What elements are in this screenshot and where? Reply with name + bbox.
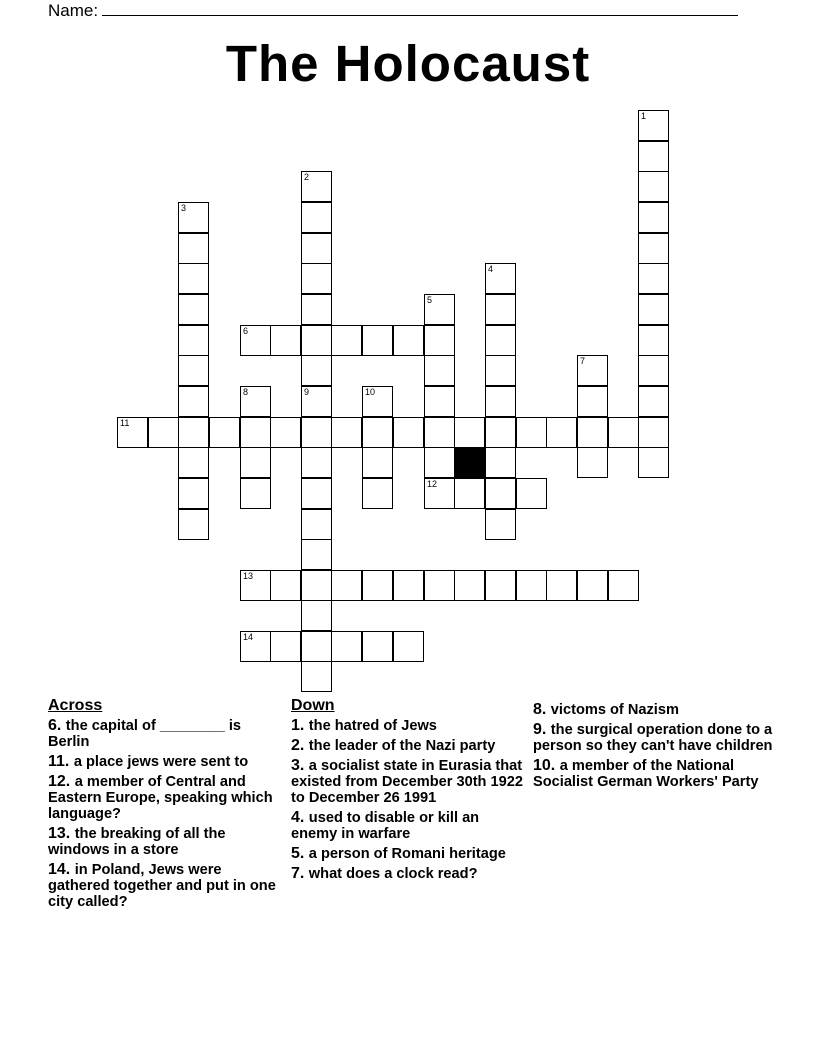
clue-number: 13 [243, 571, 254, 581]
grid-cell[interactable] [516, 417, 547, 448]
grid-cell[interactable] [301, 202, 332, 233]
grid-cell[interactable] [516, 478, 547, 509]
clue-item-number: 7. [291, 865, 309, 882]
grid-cell[interactable] [270, 325, 301, 356]
grid-cell[interactable] [608, 417, 639, 448]
grid-cell[interactable] [240, 570, 271, 601]
grid-cell[interactable] [178, 233, 209, 264]
grid-cell[interactable] [424, 325, 455, 356]
grid-cell[interactable] [485, 478, 516, 509]
grid-cell[interactable] [638, 355, 669, 386]
grid-cell[interactable] [393, 570, 424, 601]
clue-item [291, 866, 527, 882]
clue-number: 5 [427, 295, 433, 305]
grid-cell[interactable] [424, 447, 455, 478]
grid-cell[interactable] [485, 294, 516, 325]
clue-item-text: the hatred of Jews [308, 718, 437, 734]
grid-cell[interactable] [240, 631, 271, 662]
grid-cell[interactable] [240, 478, 271, 509]
clue-number: 11 [120, 418, 130, 428]
grid-cell[interactable] [485, 417, 516, 448]
grid-cell[interactable] [424, 386, 455, 417]
grid-cell[interactable] [485, 570, 516, 601]
grid-cell[interactable] [485, 386, 516, 417]
grid-cell[interactable] [331, 631, 362, 662]
clue-item-text: a person of Romani heritage [308, 846, 506, 862]
clue-number: 4 [488, 264, 494, 274]
grid-cell[interactable] [178, 263, 209, 294]
grid-cell[interactable] [577, 417, 608, 448]
clue-item [48, 862, 286, 910]
grid-cell[interactable] [270, 417, 301, 448]
grid-cell[interactable] [117, 417, 148, 448]
clue-item-number: 3. [291, 757, 309, 774]
grid-cell[interactable] [638, 294, 669, 325]
clue-item-text: in Poland, Jews were gathered together and put in one city called? [48, 862, 276, 910]
clue-item [48, 826, 286, 858]
grid-cell[interactable] [148, 417, 179, 448]
grid-cell[interactable] [424, 417, 455, 448]
black-cell [454, 447, 485, 478]
clue-item-text: the surgical operation done to a person so they can't have children [533, 722, 773, 754]
clue-item-number: 12. [48, 773, 75, 790]
grid-cell[interactable] [546, 570, 577, 601]
down-clues-continued [533, 702, 773, 794]
clue-item [533, 758, 773, 790]
clue-number: 2 [304, 172, 310, 182]
grid-cell[interactable] [362, 386, 393, 417]
grid-cell[interactable] [638, 202, 669, 233]
grid-cell[interactable] [638, 417, 669, 448]
grid-cell[interactable] [638, 233, 669, 264]
grid-cell[interactable] [178, 447, 209, 478]
grid-cell[interactable] [301, 661, 332, 692]
grid-cell[interactable] [301, 570, 332, 601]
clue-item [291, 758, 527, 806]
across-clues [48, 698, 286, 914]
clue-item [533, 702, 773, 718]
grid-cell[interactable] [485, 355, 516, 386]
grid-cell[interactable] [485, 325, 516, 356]
grid-cell[interactable] [209, 417, 240, 448]
grid-cell[interactable] [362, 447, 393, 478]
grid-cell[interactable] [424, 355, 455, 386]
grid-cell[interactable] [362, 570, 393, 601]
clue-item-number: 9. [533, 721, 551, 738]
grid-cell[interactable] [301, 386, 332, 417]
clue-item-text: the breaking of all the windows in a store [48, 826, 226, 858]
grid-cell[interactable] [577, 355, 608, 386]
clue-item-number: 4. [291, 809, 309, 826]
grid-cell[interactable] [638, 447, 669, 478]
grid-cell[interactable] [240, 325, 271, 356]
grid-cell[interactable] [178, 294, 209, 325]
clue-item-text: a member of the National Socialist German Workers' Party [533, 758, 759, 790]
clue-item-number: 6. [48, 717, 66, 734]
clue-item [291, 846, 527, 862]
clue-number: 3 [181, 203, 187, 213]
grid-cell[interactable] [178, 325, 209, 356]
grid-cell[interactable] [178, 509, 209, 540]
clue-item [291, 718, 527, 734]
grid-cell[interactable] [362, 478, 393, 509]
clue-item-text: the capital of ________ is Berlin [48, 718, 242, 750]
grid-cell[interactable] [301, 171, 332, 202]
clue-item-number: 5. [291, 845, 309, 862]
grid-cell[interactable] [301, 539, 332, 570]
grid-cell[interactable] [301, 509, 332, 540]
clue-item-number: 13. [48, 825, 75, 842]
grid-cell[interactable] [240, 386, 271, 417]
name-label: Name: [48, 1, 99, 20]
clue-item [48, 718, 286, 750]
grid-cell[interactable] [485, 509, 516, 540]
grid-cell[interactable] [331, 325, 362, 356]
clue-number: 8 [243, 387, 249, 397]
clue-item-text: what does a clock read? [308, 866, 478, 882]
grid-cell[interactable] [270, 631, 301, 662]
grid-cell[interactable] [362, 417, 393, 448]
across-heading: Across [48, 697, 103, 714]
grid-cell[interactable] [301, 294, 332, 325]
clue-number: 12 [427, 479, 438, 489]
grid-cell[interactable] [240, 447, 271, 478]
grid-cell[interactable] [638, 171, 669, 202]
clue-number: 7 [580, 356, 586, 366]
grid-cell[interactable] [362, 631, 393, 662]
grid-cell[interactable] [577, 447, 608, 478]
grid-cell[interactable] [301, 325, 332, 356]
clue-number: 14 [243, 632, 254, 642]
clue-item-text: a member of Central and Eastern Europe, speaking which language? [48, 774, 273, 822]
grid-cell[interactable] [485, 263, 516, 294]
grid-cell[interactable] [608, 570, 639, 601]
grid-cell[interactable] [178, 386, 209, 417]
clue-item-text: a place jews were sent to [73, 754, 249, 770]
clue-item [533, 722, 773, 754]
clue-item-number: 11. [48, 753, 74, 770]
clue-item-number: 2. [291, 737, 309, 754]
clue-number: 9 [304, 387, 310, 397]
grid-cell[interactable] [424, 294, 455, 325]
grid-cell[interactable] [424, 478, 455, 509]
clue-item [48, 754, 286, 770]
grid-cell[interactable] [638, 386, 669, 417]
grid-cell[interactable] [301, 447, 332, 478]
grid-cell[interactable] [362, 325, 393, 356]
grid-cell[interactable] [454, 478, 485, 509]
clue-item [291, 810, 527, 842]
grid-cell[interactable] [178, 417, 209, 448]
clue-item-number: 10. [533, 757, 560, 774]
grid-cell[interactable] [454, 417, 485, 448]
grid-cell[interactable] [301, 263, 332, 294]
clue-item-text: victoms of Nazism [550, 702, 679, 718]
grid-cell[interactable] [178, 478, 209, 509]
grid-cell[interactable] [638, 110, 669, 141]
down-clues [291, 698, 527, 886]
grid-cell[interactable] [638, 141, 669, 172]
grid-cell[interactable] [454, 570, 485, 601]
grid-cell[interactable] [270, 570, 301, 601]
clue-item-number: 14. [48, 861, 75, 878]
grid-cell[interactable] [577, 570, 608, 601]
clue-number: 6 [243, 326, 249, 336]
grid-cell[interactable] [424, 570, 455, 601]
grid-cell[interactable] [577, 386, 608, 417]
grid-cell[interactable] [178, 355, 209, 386]
grid-cell[interactable] [393, 417, 424, 448]
grid-cell[interactable] [240, 417, 271, 448]
grid-cell[interactable] [301, 417, 332, 448]
clue-item [291, 738, 527, 754]
grid-cell[interactable] [301, 478, 332, 509]
grid-cell[interactable] [393, 325, 424, 356]
clue-number: 10 [365, 387, 376, 397]
grid-cell[interactable] [638, 325, 669, 356]
clue-item-text: used to disable or kill an enemy in warfare [291, 810, 480, 842]
grid-cell[interactable] [301, 355, 332, 386]
clue-number: 1 [641, 111, 647, 121]
grid-cell[interactable] [178, 202, 209, 233]
grid-cell[interactable] [485, 447, 516, 478]
grid-cell[interactable] [301, 233, 332, 264]
page-title: The Holocaust [225, 35, 591, 92]
grid-cell[interactable] [516, 570, 547, 601]
clue-item-number: 1. [291, 717, 309, 734]
down-heading: Down [291, 697, 335, 714]
grid-cell[interactable] [638, 263, 669, 294]
grid-cell[interactable] [301, 600, 332, 631]
grid-cell[interactable] [301, 631, 332, 662]
grid-cell[interactable] [331, 417, 362, 448]
grid-cell[interactable] [331, 570, 362, 601]
grid-cell[interactable] [546, 417, 577, 448]
clue-item-text: the leader of the Nazi party [308, 738, 496, 754]
grid-cell[interactable] [393, 631, 424, 662]
clue-item-text: a socialist state in Eurasia that existed from December 30th 1922 to December 26 1991 [291, 758, 523, 806]
clue-item-number: 8. [533, 701, 551, 718]
clue-item [48, 774, 286, 822]
